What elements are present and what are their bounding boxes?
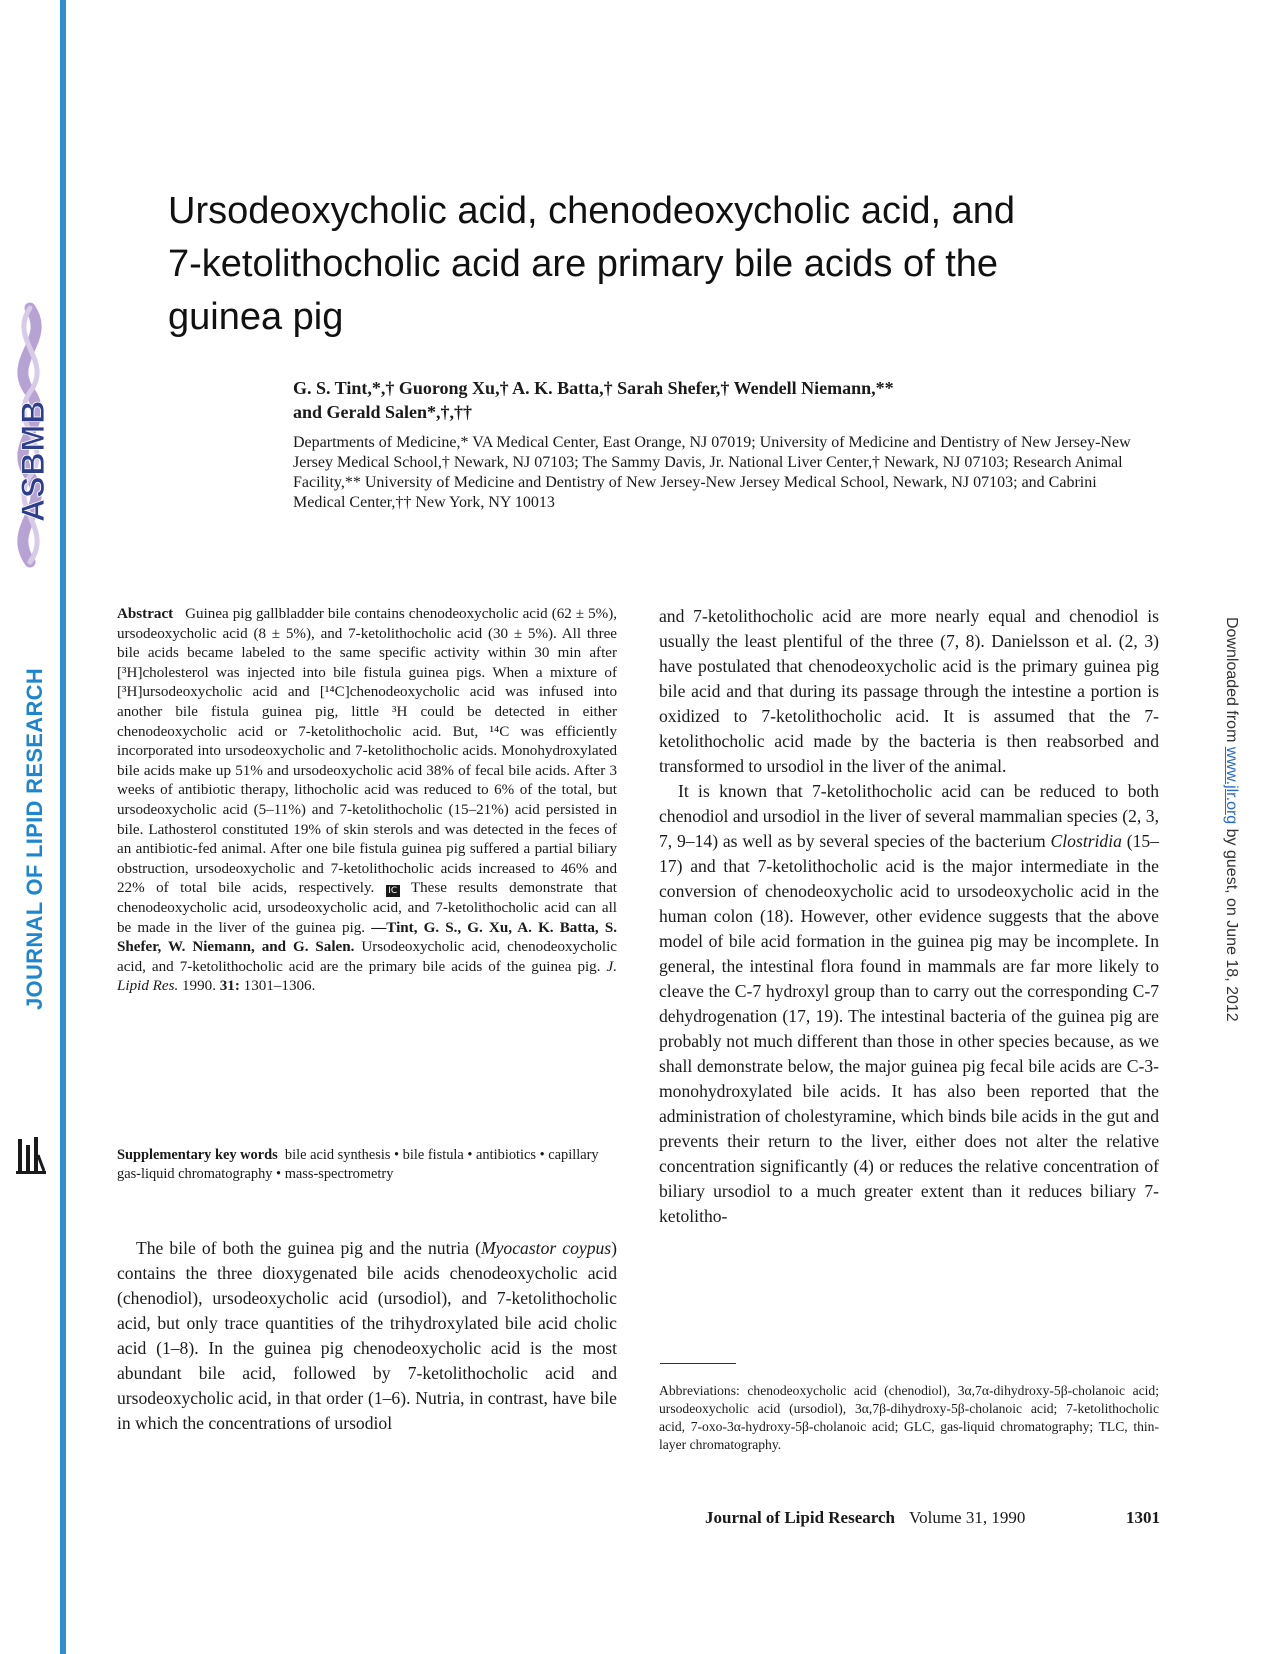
asbmb-logo xyxy=(0,300,60,580)
abstract-label: Abstract xyxy=(117,606,174,622)
abstract xyxy=(117,605,617,997)
citation-volume: 31: xyxy=(219,978,240,995)
paragraph: The bile of both the guinea pig and the nutria (Myocastor coypus) contains the three dioxygenated bile acids chenodeoxycholic acid (chenodiol), ursodeoxycholic acid (ursodiol), and 7-ketolithocholic acid, but only trace quantities of the trihydroxylated bile acid cholic acid (1–8). In the guinea pig chenodeoxycholic acid is the most abundant bile acid, followed by 7-ketolithocholic acid and ursodeoxycholic acid, in that order (1–6). Nutria, in contrast, have bile in which the concentrations of ursodiol xyxy=(117,1238,617,1433)
asbmb-logo-text: ASBMB xyxy=(15,399,51,522)
affiliations: Departments of Medicine,* VA Medical Center, East Orange, NJ 07019; University of Medicine and Dentistry of New Jersey-New Jersey Medical School,† Newark, NJ 07103; The Sammy Davis, Jr. National Liver Center,† Newark, NJ 07103; Research Animal Facility,** University of Medicine and Dentistry of New Jersey-New Jersey Medical School, Newark, NJ 07103; and Cabrini Medical Center,†† New York, NY 10013 xyxy=(293,434,1131,511)
page-number: 1301 xyxy=(1126,1508,1160,1527)
paragraph: It is known that 7-ketolithocholic acid can be reduced to both chenodiol and ursodiol in the liver of several mammalian species (2, 3, 7, 9–14) as well as by several species of the bacterium Clostridia (15–17) and that 7-ketolithocholic acid is the major intermediate in the conversion of chenodeoxycholic acid to ursodeoxycholic acid in the human colon (18). However, other evidence suggests that the above model of bile acid formation in the guinea pig may be incomplete. In general, the intestinal flora found in mammals are far more likely to cleave the C-7 hydroxyl group than to carry out the corresponding C-7 dehydrogenation (17, 19). The intestinal bacteria of the guinea pig are probably not much different than those in other species because, as we shall demonstrate below, the major guinea pig fecal bile acids are C-3-monohydroxylated bile acids. It has also been reported that the administration of cholestyramine, which binds bile acids in the gut and prevents their return to the liver, either does not alter the relative concentration significantly (4) or reduces the relative concentration of biliary ursodiol to a much greater extent than it reduces biliary 7-ketolitho- xyxy=(659,781,1159,1226)
author-list xyxy=(293,376,1173,424)
abbreviations-footnote: Abbreviations: chenodeoxycholic acid (chenodiol), 3α,7α-dihydroxy-5β-cholanoic acid; ursodeoxycholic acid (ursodiol), 3α,7β-dihydroxy-5β-cholanoic acid; 7-ketolithocholic acid, 7-oxo-3α-hydroxy-5β-cholanoic acid; GLC, gas-liquid chromatography; TLC, thin-layer chromatography. xyxy=(659,1383,1159,1452)
citation-journal: J. Lipid Res. xyxy=(117,958,617,995)
download-notice xyxy=(1222,617,1240,1022)
information-icon: IC xyxy=(386,885,400,897)
key-words xyxy=(117,1146,617,1184)
journal-name-vertical: JOURNAL OF LIPID RESEARCH xyxy=(22,667,47,1010)
citation-title: Ursodeoxycholic acid, chenodeoxycholic acid, and 7-ketolithocholic acid are the primary bile acids of the guinea pig. xyxy=(117,939,617,975)
footnote-divider xyxy=(660,1363,736,1364)
title-line-3: guinea pig xyxy=(168,296,344,338)
jlr-logo xyxy=(14,1135,48,1175)
download-suffix: by guest, on June 18, 2012 xyxy=(1223,824,1240,1022)
species-name: Myocastor coypus xyxy=(480,1238,612,1258)
paragraph: and 7-ketolithocholic acid are more nearly equal and chenodiol is usually the least plentiful of the three (7, 8). Danielsson et al. (2, 3) have postulated that chenodeoxycholic acid is the primary guinea pig bile acid and that during its passage through the intestine a portion is oxidized to 7-ketolithocholic acid. It is assumed that the 7-ketolithocholic acid made by the bacteria is then reabsorbed and transformed to ursodiol in the liver of the animal. xyxy=(659,606,1159,776)
key-words-label: Supplementary key words xyxy=(117,1147,278,1163)
jlr-website-link[interactable]: www.jlr.org xyxy=(1223,746,1240,825)
left-margin-bar xyxy=(60,0,66,1654)
citation-pages: 1301–1306. xyxy=(243,978,316,995)
citation-year: 1990. xyxy=(182,978,216,995)
abstract-text: Guinea pig gallbladder bile contains chenodeoxycholic acid (62 ± 5%), ursodeoxycholic acid (8 ± 5%), and 7-ketolithocholic acid (30 ± 5%). All three bile acids became labeled to the same specific activity within 30 min after [³H]cholesterol was injected into bile fistula guinea pigs. When a mixture of [³H]ursodeoxycholic acid and [¹⁴C]chenodeoxycholic acid was infused into another bile fistula guinea pig, little ³H could be detected in either chenodeoxycholic acid or 7-ketolithocholic acid. But, ¹⁴C was efficiently incorporated into ursodeoxycholic and 7-ketolithocholic acids. Monohydroxylated bile acids make up 51% and ursodeoxycholic acid 38% of fecal bile acids. After 3 weeks of antibiotic therapy, lithocholic acid was reduced to 6% of the total, but ursodeoxycholic acid (5–11%) and 7-ketolithocholic (15–21%) acid persisted in bile. Lathosterol constituted 19% of skin sterols and was detected in the feces of an antibiotic-fed animal. After one bile fistula guinea pig suffered a partial biliary obstruction, ursodeoxycholic and 7-ketolithocholic acids increased to 46% and 22% of total bile acids, respectively. xyxy=(117,606,617,897)
title-line-1: Ursodeoxycholic acid, chenodeoxycholic acid, and xyxy=(168,190,1016,232)
footer-volume: Volume 31, 1990 xyxy=(909,1508,1026,1527)
abstract-conclusion: These results demonstrate that chenodeoxycholic acid, ursodeoxycholic acid, and 7-ketolithocholic acid can all be made in the liver of the guinea pig. xyxy=(117,880,617,936)
title-line-2: 7-ketolithocholic acid are primary bile acids of the xyxy=(168,243,999,285)
download-prefix: Downloaded from xyxy=(1223,617,1240,747)
footer-journal: Journal of Lipid Research xyxy=(705,1508,896,1527)
citation-authors: —Tint, G. S., G. Xu, A. K. Batta, S. Shefer, W. Niemann, and G. Salen. xyxy=(117,919,617,956)
key-words-text: bile acid synthesis • bile fistula • antibiotics • capillary gas-liquid chromatography • mass-spectrometry xyxy=(117,1147,599,1182)
page-footer xyxy=(705,1508,1160,1528)
body-column-right xyxy=(659,604,1159,1229)
authors-line-1: G. S. Tint,*,† Guorong Xu,† A. K. Batta,† Sarah Shefer,† Wendell Niemann,** xyxy=(293,378,894,398)
genus-name: Clostridia xyxy=(1050,831,1122,851)
authors-line-2: and Gerald Salen*,†,†† xyxy=(293,402,473,422)
body-column-left xyxy=(117,1236,617,1436)
article-title xyxy=(168,185,1168,344)
